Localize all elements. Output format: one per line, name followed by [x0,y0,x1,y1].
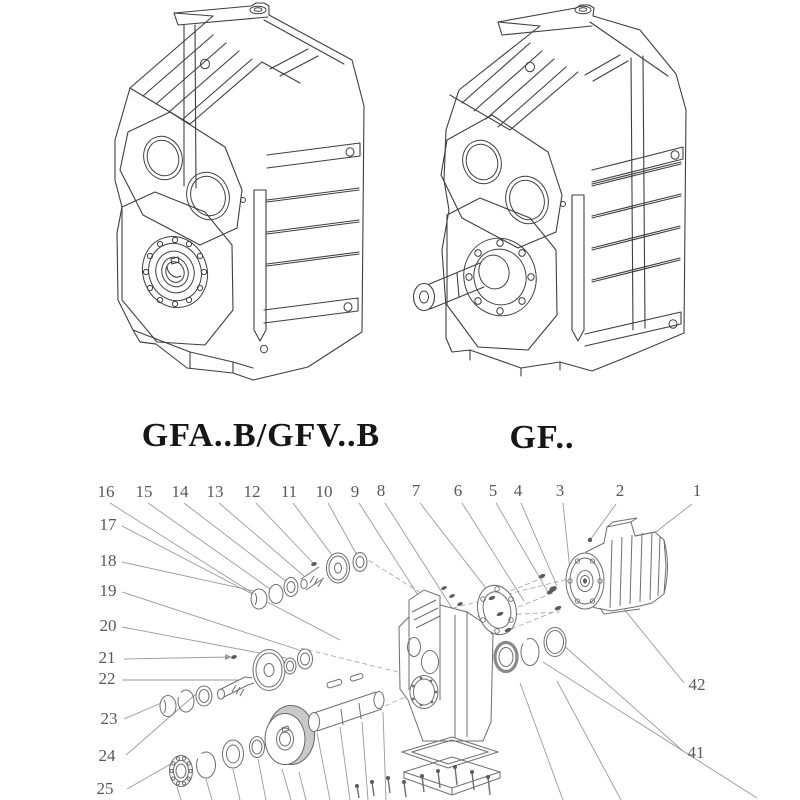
callout-11: 11 [280,482,298,501]
callout-23: 23 [100,709,118,728]
callout-21: 21 [98,648,116,667]
gearbox-left-drawing [115,3,364,380]
callout-10: 10 [315,482,333,501]
input-shaft-assembly [251,553,367,610]
callout-5: 5 [488,481,498,500]
callout-14: 14 [171,482,189,501]
callout-1: 1 [692,481,702,500]
callout-9: 9 [350,482,360,501]
callout-22: 22 [98,669,116,688]
callout-41: 41 [687,743,705,762]
callout-12: 12 [243,482,261,501]
callout-7: 7 [411,481,421,500]
exploded-parts-diagram [97,481,758,800]
motor [566,518,668,614]
callout-17: 17 [99,515,117,534]
callout-19: 19 [99,581,117,600]
callout-4: 4 [513,481,523,500]
callout-20: 20 [99,616,117,635]
model-label-right: GF.. [509,419,575,456]
callout-24: 24 [98,746,116,765]
callout-13: 13 [206,482,224,501]
callout-25: 25 [96,779,114,798]
callout-15: 15 [135,482,153,501]
callout-8: 8 [376,481,386,500]
cover-bolts [355,765,490,798]
model-label-left: GFA..B/GFV..B [141,417,381,454]
gasket-and-bottom-cover [355,737,500,798]
callout-3: 3 [555,481,565,500]
callout-2: 2 [615,481,625,500]
callout-6: 6 [453,481,463,500]
gearbox-right-drawing [414,5,687,376]
callout-16: 16 [97,482,115,501]
output-seal-set [495,628,566,672]
callout-42: 42 [688,675,706,694]
callout-18: 18 [99,551,117,570]
